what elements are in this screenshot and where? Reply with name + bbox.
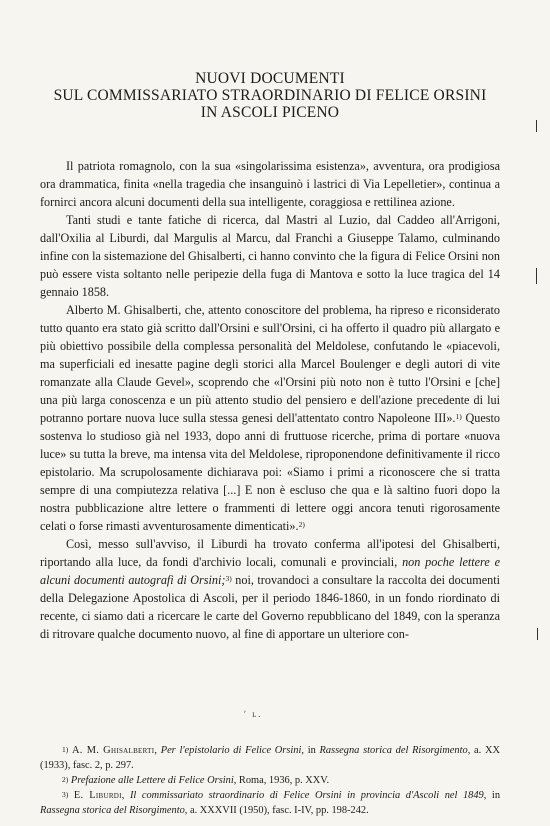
footnotes (40, 743, 500, 818)
footnote-3: $^{3)}$ E. Liburdi, Il commissariato straordinario di Felice Orsini in provincia d'Ascoli nel 1849, in Rassegna storica del Risorgimento, a. XXXVII (1950), fasc. I-IV, pp. 198-242. (40, 790, 501, 816)
footnote-1-end: , a. XX (1933), fasc. 2, p. 297. (40, 745, 500, 771)
stray-mark: ʹ ʟ. (244, 709, 263, 719)
margin-mark-2 (536, 268, 537, 284)
paragraph-3 (40, 301, 500, 535)
paragraph-4 (40, 535, 500, 643)
paragraph-2: Tanti studi e tante fatiche di ricerca, dal Mastri al Luzio, dal Caddeo all'Arrigoni, dall'Oxilia al Liburdi, dal Margulis al Marcu, dal Franchi a Giuseppe Talamo, culminando infine con la sistemazione del Ghisalberti, ci hanno convinto che la figura di Felice Orsini non può essere vista soltanto nelle peripezie della fuga di Mantova e sotto la luce tragica del 14 gennaio 1858. (40, 213, 500, 299)
footnote-ref-3: 3) (225, 574, 232, 583)
margin-mark-3 (537, 628, 538, 640)
footnote-1-sep: , in (301, 745, 320, 756)
title-line-2: SUL COMMISSARIATO STRAORDINARIO DI FELICE ORSINI (53, 87, 487, 104)
footnote-3-sep: , in (483, 790, 501, 801)
footnote-1-author: A. M. Ghisalberti (71, 745, 155, 756)
footnote-1-title: Per l'epistolario di Felice Orsini (160, 745, 302, 756)
article-title (30, 70, 510, 121)
title-line-3: IN ASCOLI PICENO (200, 104, 340, 121)
paragraph-4-italic: non poche lettere e alcuni documenti autografi di Orsini; (40, 555, 500, 587)
footnote-3-journal: Rassegna storica del Risorgimento (40, 805, 185, 816)
paragraph-4-text-b: noi, trovandoci a consultare la raccolta dei documenti della Delegazione Apostolica di Ascoli, per il periodo 1846-1860, in un fondo riordinato di recente, ci siamo dati a ricercare le carte del Governo repubblicano del 1849, con la speranza di ritrovare qualche documento nuovo, al fine di apportare un ulteriore con- (40, 573, 500, 641)
footnote-1: $^{1)}$ A. M. Ghisalberti, Per l'epistolario di Felice Orsini, in Rassegna storica del Risorgimento, a. XX (1933), fasc. 2, p. 297. (40, 745, 500, 771)
footnote-2 (40, 773, 500, 788)
paragraph-1: Il patriota romagnolo, con la sua «singolarissima esistenza», avventura, ora prodigiosa ora drammatica, finita «nella tragedia che insanguinò i lastrici di Via Lepelletier», continua a fornirci ancora alcuni documenti della sua intelligente, coraggiosa e rettilinea azione. (40, 159, 500, 209)
title-line-1: NUOVI DOCUMENTI (195, 70, 345, 87)
footnote-1-journal: Rassegna storica del Risorgimento (319, 745, 468, 756)
footnote-3-end: , a. XXXVII (1950), fasc. I-IV, pp. 198-242. (184, 805, 369, 816)
footnote-3-title: Il commissariato straordinario di Felice Orsini in provincia d'Ascoli nel 1849 (129, 790, 484, 801)
footnote-3-author: E. Liburdi (73, 790, 122, 801)
margin-mark-1 (536, 120, 537, 132)
footnote-2-number: 2) (62, 775, 69, 784)
paragraph-4-text-a: Così, messo sull'avviso, il Liburdi ha trovato conferma all'ipotesi del Ghisalberti, riportando alla luce, da fondi d'archivio locali, comunali e provinciali, (40, 537, 500, 569)
footnote-2-end: , Roma, 1936, p. XXV. (233, 775, 330, 786)
footnote-ref-1: 1) (455, 412, 462, 421)
footnote-ref-2: 2) (298, 520, 305, 529)
paragraph-3-text-b: Questo sostenva lo studioso già nel 1933, dopo anni di fruttuose ricerche, prima di portare «nuova luce» su tutta la breve, ma intensa vita del Meldolese, riproponendone definitivamente il ricco epistolario. Ma scrupolosamente dichiarava poi: «Siamo i primi a riconoscere che si tratta sempre di una compiutezza relativa [...] E non è escluso che qua e là saltino fuori dopo la nostra pubblicazione altre lettere o frammenti di lettere oggi ancora tenuti rigorosamente celati o forse rimasti avventurosamente dimenticati». (40, 411, 500, 533)
footnote-1-number: 1) (62, 745, 69, 754)
paragraph-3-text-a: Alberto M. Ghisalberti, che, attento conoscitore del problema, ha ripreso e riconsiderato tutto quanto era stato già scritto dall'Orsini e sull'Orsini, ci ha offerto il quadro più allargato e più obiettivo possibile della complessa personalità del Meldolese, confutando le «piacevoli, ma superficiali ed inesatte pagine degli storici alla Marcel Boulenger e degli autori di vite romanzate alla Claude Gevel», scoprendo che «l'Orsini più noto non è tutto l'Orsini e [che] una più larga conoscenza e un più attento studio del pensiero e dell'azione precedente di lui potranno portare nuova luce sulla stessa genesi dell'attentato contro Napoleone III». (40, 303, 500, 425)
article-body (40, 157, 500, 643)
footnote-2-title: Prefazione alle Lettere di Felice Orsini (70, 775, 234, 786)
footnote-3-number: 3) (62, 790, 69, 799)
